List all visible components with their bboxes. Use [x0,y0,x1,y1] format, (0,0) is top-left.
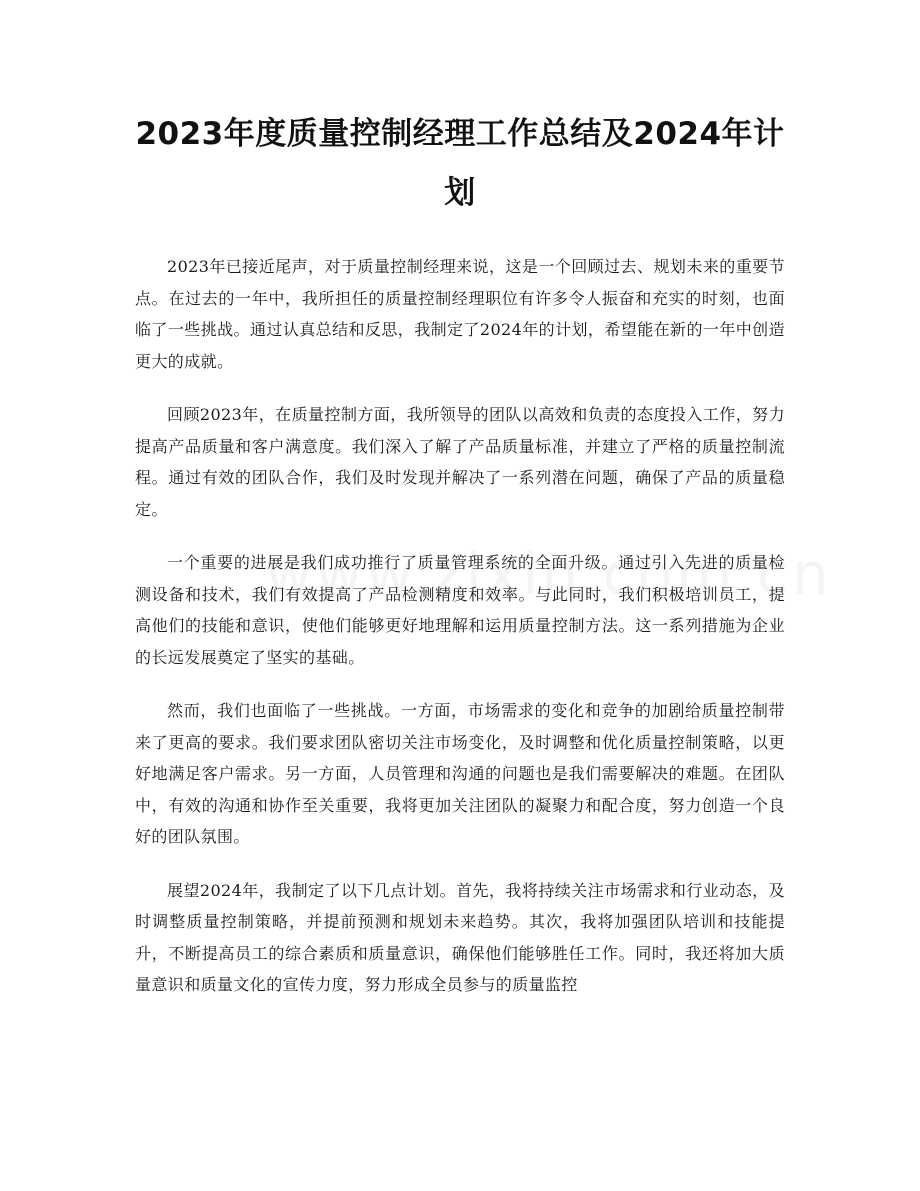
paragraph-3: 一个重要的进展是我们成功推行了质量管理系统的全面升级。通过引入先进的质量检测设备和技术，我们有效提高了产品检测精度和效率。与此同时，我们积极培训员工，提高他们的技能和意识，使他们能够更好地理解和运用质量控制方法。这一系列措施为企业的长远发展奠定了坚实的基础。 [135,553,785,667]
paragraph-5: 展望2024年，我制定了以下几点计划。首先，我将持续关注市场需求和行业动态，及时调整质量控制策略，并提前预测和规划未来趋势。其次，我将加强团队培训和技能提升，不断提高员工的综合素质和质量意识，确保他们能够胜任工作。同时，我还将加大质量意识和质量文化的宣传力度，努力形成全员参与的质量监控 [135,880,785,994]
document-title: 2023年度质量控制经理工作总结及2024年计划 [135,116,785,211]
document-body [135,251,785,1001]
paragraph-4: 然而，我们也面临了一些挑战。一方面，市场需求的变化和竞争的加剧给质量控制带来了更高的要求。我们要求团队密切关注市场变化，及时调整和优化质量控制策略，以更好地满足客户需求。另一方面，人员管理和沟通的问题也是我们需要解决的难题。在团队中，有效的沟通和协作至关重要，我将更加关注团队的凝聚力和配合度，努力创造一个良好的团队氛围。 [135,701,785,846]
paragraph-2: 回顾2023年，在质量控制方面，我所领导的团队以高效和负责的态度投入工作，努力提高产品质量和客户满意度。我们深入了解了产品质量标准，并建立了严格的质量控制流程。通过有效的团队合作，我们及时发现并解决了一系列潜在问题，确保了产品的质量稳定。 [135,405,785,519]
paragraph-1: 2023年已接近尾声，对于质量控制经理来说，这是一个回顾过去、规划未来的重要节点。在过去的一年中，我所担任的质量控制经理职位有许多令人振奋和充实的时刻，也面临了一些挑战。通过认真总结和反思，我制定了2024年的计划，希望能在新的一年中创造更大的成就。 [135,257,785,371]
